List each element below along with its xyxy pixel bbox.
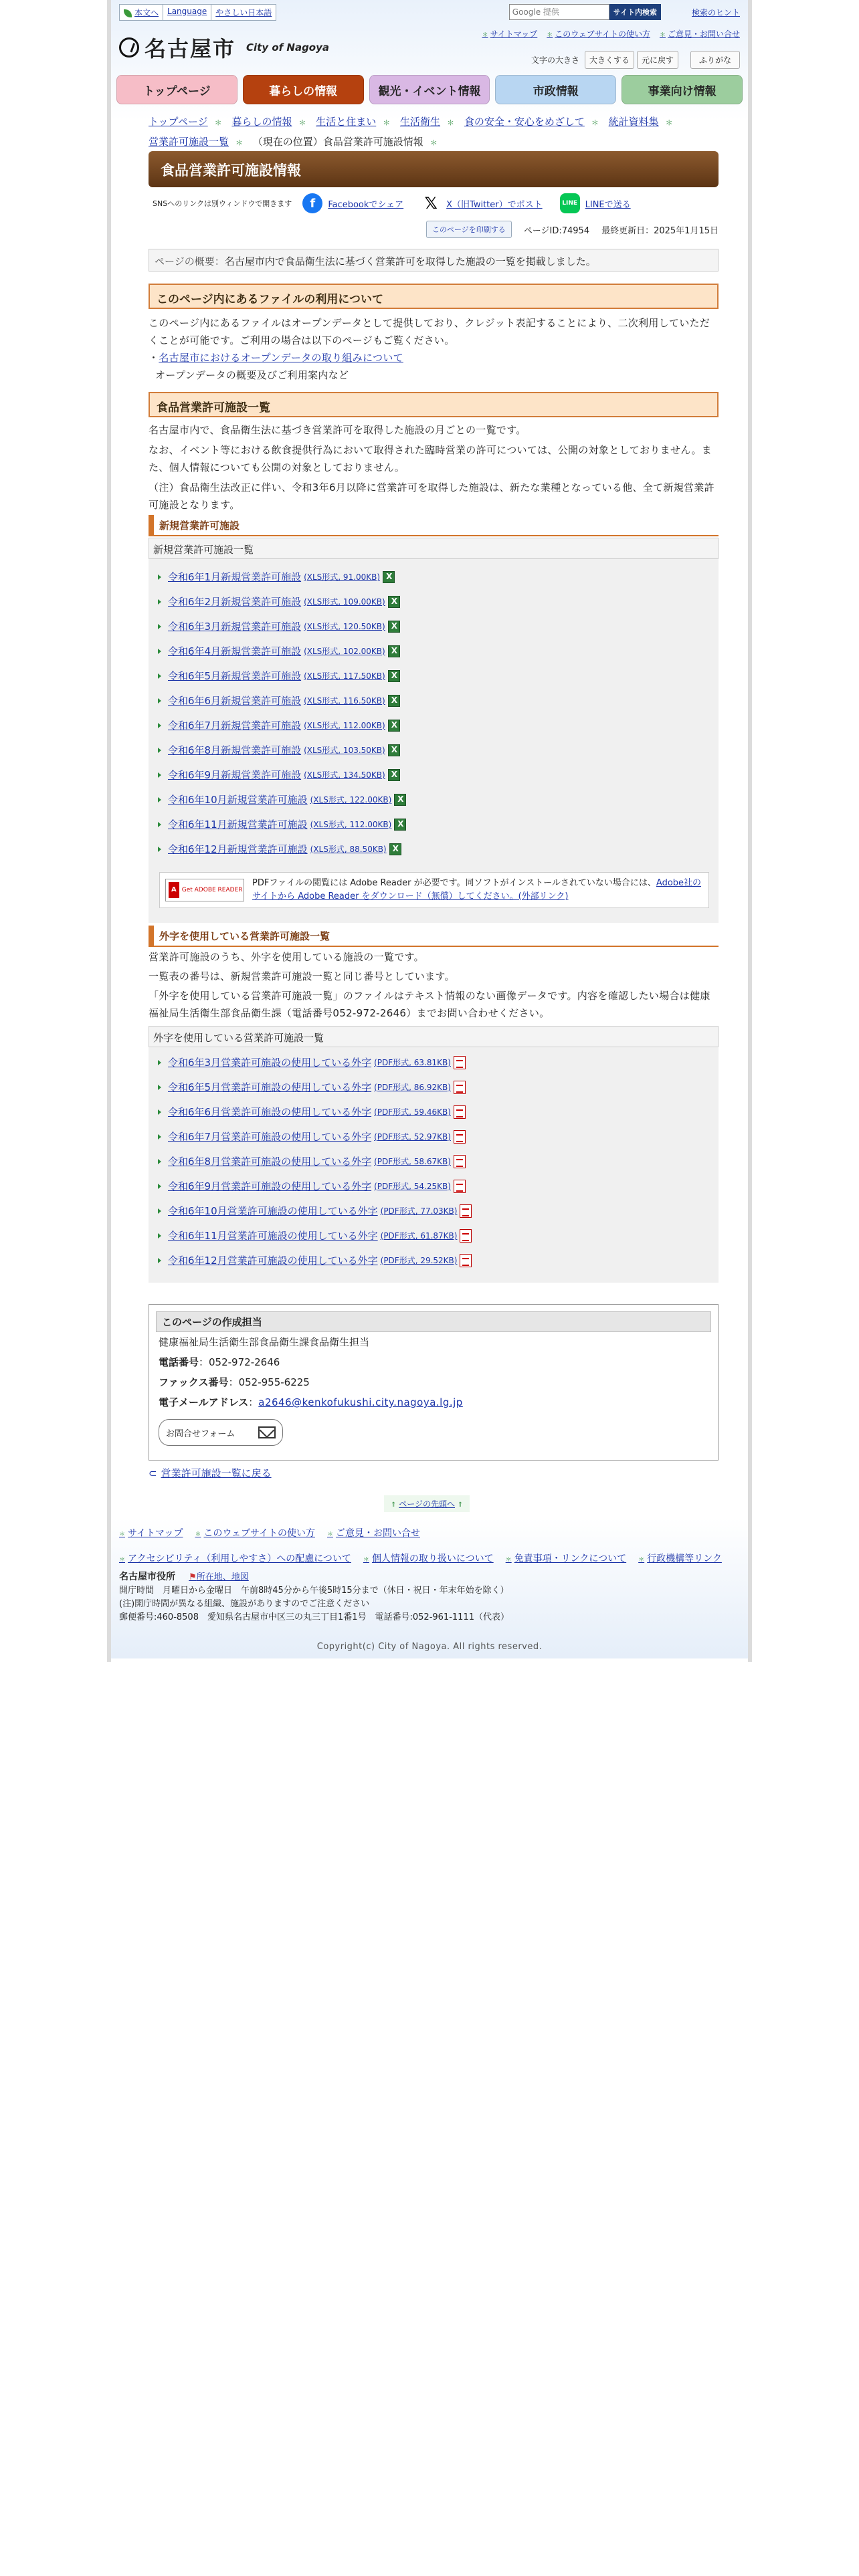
page-top-label: ページの先頭へ (399, 1499, 455, 1509)
foreign-text-3: 「外字を使用している営業許可施設一覧」のファイルはテキスト情報のない画像データです。内容を確認したい場合は健康福祉局生活衛生部食品衛生課（電話番号052-972-2646）までお問い合わせください。 (149, 990, 710, 1019)
file-link[interactable]: 令和6年10月新規営業許可施設 (168, 794, 308, 806)
excel-file-icon (388, 621, 400, 633)
file-size: (XLS形式, 120.50KB) (304, 622, 385, 631)
tel-label: 電話番号 (159, 1356, 199, 1368)
file-link[interactable]: 令和6年10月営業許可施設の使用している外字 (168, 1205, 378, 1217)
print-button[interactable]: このページを印刷する (426, 221, 512, 238)
breadcrumb-link[interactable]: 営業許可施設一覧 (149, 136, 229, 148)
footer-accessibility-link[interactable]: ＊ アクセシビリティ（利用しやすさ）への配慮について (119, 1551, 351, 1565)
facility-text-2: なお、イベント等における飲食提供行為において取得された臨時営業の許可については、公開の対象としておりません。また、個人情報についても公開の対象としておりません。 (149, 444, 712, 473)
file-list-item (158, 1248, 719, 1273)
file-list-item (158, 564, 719, 589)
file-size: (PDF形式, 59.46KB) (374, 1107, 451, 1117)
facility-text-1: 名古屋市内で、食品衛生法に基づき営業許可を取得した施設の月ごとの一覧です。 (149, 424, 527, 436)
pdf-file-icon (454, 1130, 466, 1144)
excel-file-icon (389, 843, 401, 855)
file-size: (PDF形式, 29.52KB) (380, 1256, 458, 1265)
facility-text-3: （注）食品衛生法改正に伴い、令和3年6月以降に営業許可を取得した施設は、新たな業種となっている他、全て新規営業許可施設となります。 (149, 481, 714, 511)
file-link[interactable]: 令和6年11月営業許可施設の使用している外字 (168, 1230, 378, 1242)
search-input[interactable] (509, 4, 609, 20)
file-size: (XLS形式, 112.00KB) (310, 820, 392, 829)
breadcrumb-link[interactable]: 生活と住まい (316, 116, 377, 128)
office-address: 郵便番号:460-8508 愛知県名古屋市中区三の丸三丁目1番1号 電話番号:052-961-1111（代表） (119, 1612, 509, 1622)
file-list-item (158, 1149, 719, 1174)
excel-file-icon (388, 695, 400, 707)
summary-label: ページの概要： (155, 255, 225, 267)
skip-label: 本文へ (134, 8, 159, 17)
foreign-text-1: 営業許可施設のうち、外字を使用している施設の一覧です。 (149, 951, 424, 963)
excel-file-icon (394, 819, 406, 831)
excel-file-icon (388, 720, 400, 732)
file-list-item (158, 787, 719, 812)
font-reset-button[interactable]: 元に戻す (637, 51, 678, 69)
file-link[interactable]: 令和6年6月営業許可施設の使用している外字 (168, 1106, 372, 1118)
file-link[interactable]: 令和6年7月営業許可施設の使用している外字 (168, 1131, 372, 1143)
file-size: (PDF形式, 52.97KB) (374, 1132, 451, 1142)
fax-value: ：052-955-6225 (228, 1376, 310, 1388)
file-size: (PDF形式, 58.67KB) (374, 1157, 451, 1166)
opendata-heading: このページ内にあるファイルの利用について (149, 284, 719, 309)
file-list-item (158, 837, 719, 861)
city-emblem-icon (119, 37, 139, 58)
foreign-caption: 外字を使用している営業許可施設一覧 (149, 1026, 719, 1047)
x-icon: 𝕏 (424, 194, 438, 213)
file-size: (XLS形式, 117.50KB) (304, 671, 385, 681)
file-size: (XLS形式, 102.00KB) (304, 647, 385, 656)
contact-heading: このページの作成担当 (156, 1311, 711, 1332)
skip-to-content-link[interactable] (119, 4, 163, 21)
breadcrumb-separator: ＊ (235, 138, 244, 147)
file-list-item (158, 1198, 719, 1223)
excel-file-icon (388, 645, 400, 657)
contact-box (149, 1304, 719, 1461)
breadcrumb-separator: ＊ (430, 138, 438, 147)
header-links (482, 28, 740, 39)
facebook-share[interactable] (302, 193, 403, 213)
envelope-icon (258, 1426, 276, 1438)
tel-value: ：052-972-2646 (199, 1356, 280, 1368)
file-link[interactable]: 令和6年4月新規営業許可施設 (168, 645, 302, 657)
language-link[interactable]: Language (163, 4, 211, 21)
file-list-item (158, 812, 719, 837)
file-list-item (158, 1174, 719, 1198)
file-link[interactable]: 令和6年12月新規営業許可施設 (168, 843, 308, 855)
file-link[interactable]: 令和6年3月新規営業許可施設 (168, 621, 302, 633)
utility-links (119, 4, 276, 21)
file-size: (XLS形式, 134.50KB) (304, 770, 385, 780)
global-nav (116, 75, 743, 104)
adobe-reader-badge-text: Get ADOBE READER (181, 887, 243, 893)
mail-sep: ： (248, 1396, 259, 1408)
font-size-label: 文字の大きさ (531, 56, 579, 65)
opendata-link-item (149, 349, 719, 384)
x-share[interactable] (421, 193, 542, 213)
reader-text: PDFファイルの閲覧には Adobe Reader が必要です。同ソフトがインストールされていない場合には、 (252, 878, 656, 888)
file-link[interactable]: 令和6年8月新規営業許可施設 (168, 744, 302, 756)
excel-file-icon (388, 670, 400, 682)
adobe-download-link[interactable]: Adobe社のサイトから Adobe Reader をダウンロード（無償）してください。(外部リンク) (252, 878, 702, 901)
adobe-reader-note (159, 872, 709, 908)
new-facilities-heading: 新規営業許可施設 (149, 515, 719, 536)
bullet (149, 352, 159, 364)
file-size: (XLS形式, 116.50KB) (304, 696, 385, 706)
mail-link[interactable]: a2646@kenkofukushi.city.nagoya.lg.jp (258, 1396, 463, 1408)
file-link[interactable]: 令和6年5月営業許可施設の使用している外字 (168, 1081, 372, 1093)
footer-links-1 (119, 1526, 420, 1539)
back-arrow-icon: ⊂ (149, 1467, 157, 1479)
file-list-item (158, 1050, 719, 1075)
file-link[interactable]: 令和6年3月営業許可施設の使用している外字 (168, 1057, 372, 1069)
sns-note: SNSへのリンクは別ウィンドウで開きます (153, 199, 292, 208)
up-arrow-icon: ⇑ (391, 1501, 397, 1509)
breadcrumb-separator: ＊ (665, 118, 673, 127)
copyright: Copyright(c) City of Nagoya. All rights reserved. (316, 1642, 543, 1652)
font-size-controls (531, 51, 740, 69)
file-list-item (158, 1075, 719, 1099)
map-link[interactable] (189, 1572, 249, 1582)
file-link[interactable]: 令和6年5月新規営業許可施設 (168, 670, 302, 682)
file-link[interactable]: 令和6年8月営業許可施設の使用している外字 (168, 1156, 372, 1168)
contact-tel (156, 1352, 711, 1372)
breadcrumb-separator: ＊ (383, 118, 391, 127)
font-bigger-button[interactable]: 大きくする (585, 51, 634, 69)
breadcrumb-link[interactable]: 暮らしの情報 (231, 116, 292, 128)
nav-business[interactable]: 事業向け情報 (622, 75, 743, 104)
pdf-file-icon (454, 1105, 466, 1119)
footer-how-to-use-link[interactable]: ＊ このウェブサイトの使い方 (195, 1526, 314, 1539)
line-share[interactable] (560, 193, 631, 213)
file-list-item (158, 738, 719, 762)
page-meta (426, 221, 719, 238)
breadcrumb-link[interactable]: 統計資料集 (608, 116, 659, 128)
file-size: (XLS形式, 103.50KB) (304, 746, 385, 755)
how-to-use-link[interactable]: ＊ このウェブサイトの使い方 (547, 28, 650, 39)
file-list-item (158, 1223, 719, 1248)
file-size: (PDF形式, 86.92KB) (374, 1083, 451, 1092)
back-link-row (149, 1466, 272, 1480)
file-link[interactable]: 令和6年12月営業許可施設の使用している外字 (168, 1255, 378, 1267)
footer-privacy-link[interactable]: ＊ 個人情報の取り扱いについて (363, 1551, 494, 1565)
excel-file-icon (388, 596, 400, 608)
foreign-text-2: 一覧表の番号は、新規営業許可施設一覧と同じ番号としています。 (149, 970, 455, 982)
file-size: (XLS形式, 88.50KB) (310, 845, 387, 854)
contact-fax (156, 1372, 711, 1392)
excel-file-icon (388, 769, 400, 781)
summary-text: 名古屋市内で食品衛生法に基づく営業許可を取得した施設の一覧を掲載しました。 (224, 255, 596, 267)
excel-file-icon (383, 571, 395, 583)
excel-file-icon (388, 744, 400, 756)
sitemap-link[interactable]: ＊ サイトマップ (482, 28, 538, 39)
file-link[interactable]: 令和6年1月新規営業許可施設 (168, 571, 302, 583)
file-link[interactable]: 令和6年11月新規営業許可施設 (168, 819, 308, 831)
up-arrow-icon: ⇑ (457, 1501, 464, 1509)
search-button[interactable]: サイト内検索 (609, 4, 661, 20)
file-list-item (158, 639, 719, 663)
foreign-items (149, 1047, 719, 1273)
nav-living[interactable]: 暮らしの情報 (243, 75, 364, 104)
breadcrumb-separator: ＊ (591, 118, 599, 127)
file-list-item (158, 1099, 719, 1124)
pdf-file-icon (454, 1081, 466, 1094)
nav-top[interactable]: トップページ (116, 75, 237, 104)
facebook-share-label: Facebookでシェア (328, 199, 404, 210)
footer-sitemap-link[interactable]: ＊ サイトマップ (119, 1526, 183, 1539)
sns-share-bar (149, 193, 719, 214)
file-size: (PDF形式, 61.87KB) (380, 1231, 458, 1241)
file-list-item (158, 713, 719, 738)
back-link[interactable]: 営業許可施設一覧に戻る (161, 1467, 272, 1479)
pdf-file-icon (454, 1180, 466, 1193)
breadcrumb-link[interactable]: トップページ (149, 116, 208, 128)
x-share-label: X（旧Twitter）でポスト (446, 199, 543, 210)
file-list-item (158, 589, 719, 614)
contact-form-label: お問合せフォーム (166, 1428, 235, 1439)
last-updated: 最終更新日：2025年1月15日 (601, 225, 719, 236)
contact-dept: 健康福祉局生活衛生部食品衛生課食品衛生担当 (159, 1336, 370, 1348)
line-share-label: LINEで送る (585, 199, 631, 210)
opendata-sub: オープンデータの概要及びご利用案内など (155, 369, 349, 381)
file-size: (PDF形式, 77.03KB) (380, 1206, 458, 1216)
city-logo[interactable] (119, 32, 329, 63)
pdf-file-icon (460, 1254, 472, 1267)
file-link[interactable]: 令和6年7月新規営業許可施設 (168, 720, 302, 732)
nav-city-info[interactable]: 市政情報 (495, 75, 616, 104)
file-list-item (158, 614, 719, 639)
breadcrumb-link[interactable]: 生活衛生 (400, 116, 441, 128)
foreign-list (149, 1026, 719, 1283)
page-frame (107, 0, 752, 1662)
breadcrumb-separator: ＊ (447, 118, 455, 127)
footer-links-2 (119, 1551, 722, 1565)
file-size: (XLS形式, 122.00KB) (310, 795, 392, 804)
contact-link[interactable]: ＊ ご意見・お問い合せ (660, 28, 740, 39)
foreign-heading: 外字を使用している営業許可施設一覧 (149, 926, 719, 947)
city-office-name: 名古屋市役所 (119, 1572, 175, 1582)
adobe-reader-text (252, 877, 703, 903)
file-size: (PDF形式, 54.25KB) (374, 1182, 451, 1191)
opendata-text: このページ内にあるファイルはオープンデータとして提供しており、クレジット表記することにより、二次利用していただくことが可能です。ご利用の場合は以下のページもご覧ください。 (149, 317, 710, 346)
leaf-icon (124, 9, 132, 17)
page-title: 食品営業許可施設情報 (149, 151, 719, 187)
adobe-icon: A (169, 882, 179, 898)
fax-label: ファックス番号 (159, 1376, 229, 1388)
facebook-icon: f (302, 193, 322, 213)
search-hint-link[interactable]: 検索のヒント (691, 8, 740, 17)
footer-info (119, 1570, 509, 1624)
contact-form-button[interactable] (159, 1419, 283, 1446)
furigana-button[interactable]: ふりがな (690, 51, 740, 69)
file-link[interactable]: 令和6年9月営業許可施設の使用している外字 (168, 1180, 372, 1192)
pdf-file-icon (454, 1155, 466, 1168)
contact-mail (156, 1392, 711, 1412)
footer-disclaimer-link[interactable]: ＊ 免責事項・リンクについて (506, 1551, 626, 1565)
map-link-label: 所在地、地図 (196, 1572, 249, 1582)
city-name-en: City of Nagoya (246, 41, 330, 53)
file-list-item (158, 762, 719, 787)
nav-tourism[interactable]: 観光・イベント情報 (369, 75, 490, 104)
file-link[interactable]: 令和6年6月新規営業許可施設 (168, 695, 302, 707)
opendata-link[interactable]: 名古屋市におけるオープンデータの取り組みについて (159, 352, 403, 364)
office-hours: 開庁時間 月曜日から金曜日 午前8時45分から午後5時15分まで（休日・祝日・年末年始を除く） (119, 1586, 509, 1596)
line-icon: LINE (560, 193, 580, 213)
breadcrumb-separator: ＊ (214, 118, 222, 127)
facility-heading: 食品営業許可施設一覧 (149, 392, 719, 417)
office-note: (注)開庁時間が異なる組織、施設がありますのでご注意ください (119, 1599, 370, 1609)
pdf-file-icon (454, 1056, 466, 1069)
adobe-reader-badge[interactable] (165, 879, 244, 901)
city-name: 名古屋市 (145, 36, 236, 62)
new-facilities-items (149, 559, 719, 861)
file-link[interactable]: 令和6年2月新規営業許可施設 (168, 596, 302, 608)
new-facilities-caption: 新規営業許可施設一覧 (149, 538, 719, 559)
easy-japanese-link[interactable]: やさしい日本語 (211, 4, 276, 21)
pdf-file-icon (460, 1204, 472, 1218)
map-pin-icon: ⚑ (189, 1572, 197, 1582)
file-size: (XLS形式, 112.00KB) (304, 721, 385, 730)
mail-label: 電子メールアドレス (159, 1396, 249, 1408)
page-summary (149, 249, 719, 272)
page-id: ページID:74954 (523, 225, 590, 236)
file-size: (XLS形式, 91.00KB) (304, 572, 381, 582)
site-search (509, 4, 661, 20)
file-size: (XLS形式, 109.00KB) (304, 597, 385, 607)
file-size: (PDF形式, 63.81KB) (374, 1058, 451, 1067)
breadcrumb (149, 112, 710, 152)
breadcrumb-current: （現在の位置）食品営業許可施設情報 (252, 136, 423, 148)
excel-file-icon (394, 794, 406, 806)
file-link[interactable]: 令和6年9月新規営業許可施設 (168, 769, 302, 781)
footer-contact-link[interactable]: ＊ ご意見・お問い合せ (327, 1526, 420, 1539)
breadcrumb-separator: ＊ (298, 118, 306, 127)
footer-gov-link[interactable]: ＊ 行政機構等リンク (638, 1551, 722, 1565)
breadcrumb-link[interactable]: 食の安全・安心をめざして (464, 116, 585, 128)
page-top-link[interactable] (384, 1495, 470, 1512)
new-facilities-list (149, 538, 719, 923)
pdf-file-icon (460, 1229, 472, 1243)
file-list-item (158, 663, 719, 688)
file-list-item (158, 688, 719, 713)
file-list-item (158, 1124, 719, 1149)
